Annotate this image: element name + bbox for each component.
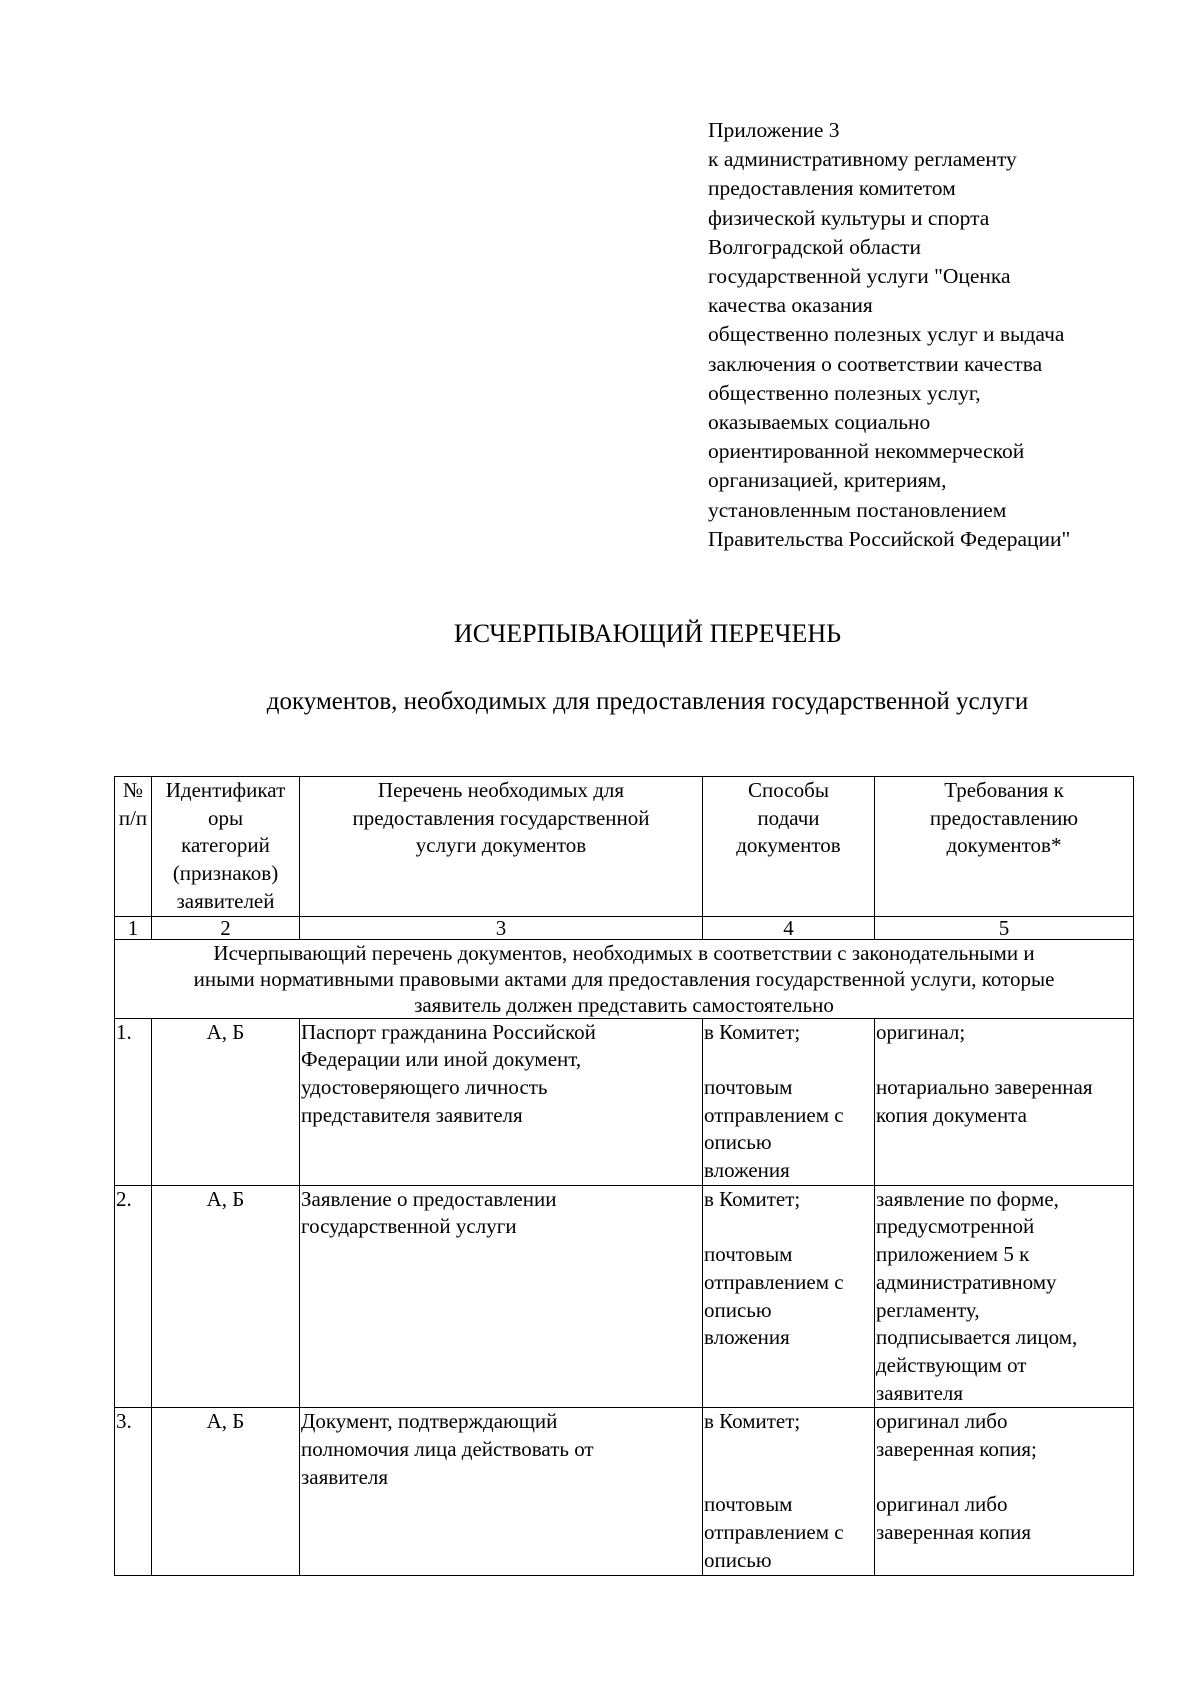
- row-category: А, Б: [152, 1018, 300, 1185]
- row-method: в Комитет; почтовым отправлением с описью: [703, 1408, 875, 1575]
- appendix-line: Волгоградской области: [708, 234, 922, 259]
- appendix-line: качества оказания: [708, 293, 873, 318]
- documents-table: [114, 776, 1134, 1576]
- row-requirements: заявление по форме, предусмотренной приложением 5 к административному регламенту, подписывается лицом, действующим от заявителя: [875, 1185, 1134, 1408]
- header-document-list: Перечень необходимых для предоставления государственной услуги документов: [300, 777, 703, 917]
- table-row: [115, 1408, 1134, 1575]
- row-number: 3.: [115, 1408, 152, 1575]
- appendix-line: Правительства Российской Федерации": [708, 526, 1071, 551]
- appendix-line: общественно полезных услуг,: [708, 380, 981, 405]
- appendix-line: физической культуры и спорта: [708, 205, 990, 230]
- column-number: 5: [875, 916, 1134, 939]
- column-number: 3: [300, 916, 703, 939]
- table-row: [115, 1018, 1134, 1185]
- appendix-line: установленным постановлением: [708, 497, 1007, 522]
- appendix-line: организацией, критериям,: [708, 468, 947, 493]
- appendix-line: заключения о соответствии качества: [708, 351, 1043, 376]
- appendix-line: государственной услуги "Оценка: [708, 264, 1011, 289]
- row-method: в Комитет; почтовым отправлением с описью вложения: [703, 1185, 875, 1408]
- appendix-line: предоставления комитетом: [708, 176, 956, 201]
- appendix-line: к административному регламенту: [708, 147, 1017, 172]
- row-number: 2.: [115, 1185, 152, 1408]
- column-number: 2: [152, 916, 300, 939]
- row-category: А, Б: [152, 1185, 300, 1408]
- document-subtitle: документов, необходимых для предоставления государственной услуги: [266, 688, 1029, 715]
- appendix-note: [708, 116, 1158, 554]
- row-document: Заявление о предоставлении государственной услуги: [300, 1185, 703, 1408]
- header-submission-method: Способы подачи документов: [703, 777, 875, 917]
- row-document: Документ, подтверждающий полномочия лица действовать от заявителя: [300, 1408, 703, 1575]
- row-document: Паспорт гражданина Российской Федерации или иной документ, удостоверяющего личность представителя заявителя: [300, 1018, 703, 1185]
- table-header-row: [115, 777, 1134, 917]
- appendix-line: ориентированной некоммерческой: [708, 439, 1025, 464]
- header-requirements: Требования к предоставлению документов*: [875, 777, 1134, 917]
- column-number: 4: [703, 916, 875, 939]
- row-method: в Комитет; почтовым отправлением с описью вложения: [703, 1018, 875, 1185]
- section-heading-row: [115, 939, 1134, 1018]
- header-category: Идентификат оры категорий (признаков) заявителей: [152, 777, 300, 917]
- row-requirements: оригинал либо заверенная копия; оригинал либо заверенная копия: [875, 1408, 1134, 1575]
- section-heading: Исчерпывающий перечень документов, необходимых в соответствии с законодательными и иными нормативными правовыми актами для предоставления государственной услуги, которые заявитель должен представить самостоятельно: [115, 939, 1134, 1018]
- row-requirements: оригинал; нотариально заверенная копия документа: [875, 1018, 1134, 1185]
- appendix-line: оказываемых социально: [708, 410, 931, 435]
- appendix-line: Приложение 3: [708, 118, 840, 142]
- document-title: ИСЧЕРПЫВАЮЩИЙ ПЕРЕЧЕНЬ: [453, 619, 842, 648]
- table-row: [115, 1185, 1134, 1408]
- appendix-line: общественно полезных услуг и выдача: [708, 322, 1065, 347]
- row-number: 1.: [115, 1018, 152, 1185]
- row-category: А, Б: [152, 1408, 300, 1575]
- column-number: 1: [115, 916, 152, 939]
- column-number-row: [115, 916, 1134, 939]
- header-number: № п/п: [115, 777, 152, 917]
